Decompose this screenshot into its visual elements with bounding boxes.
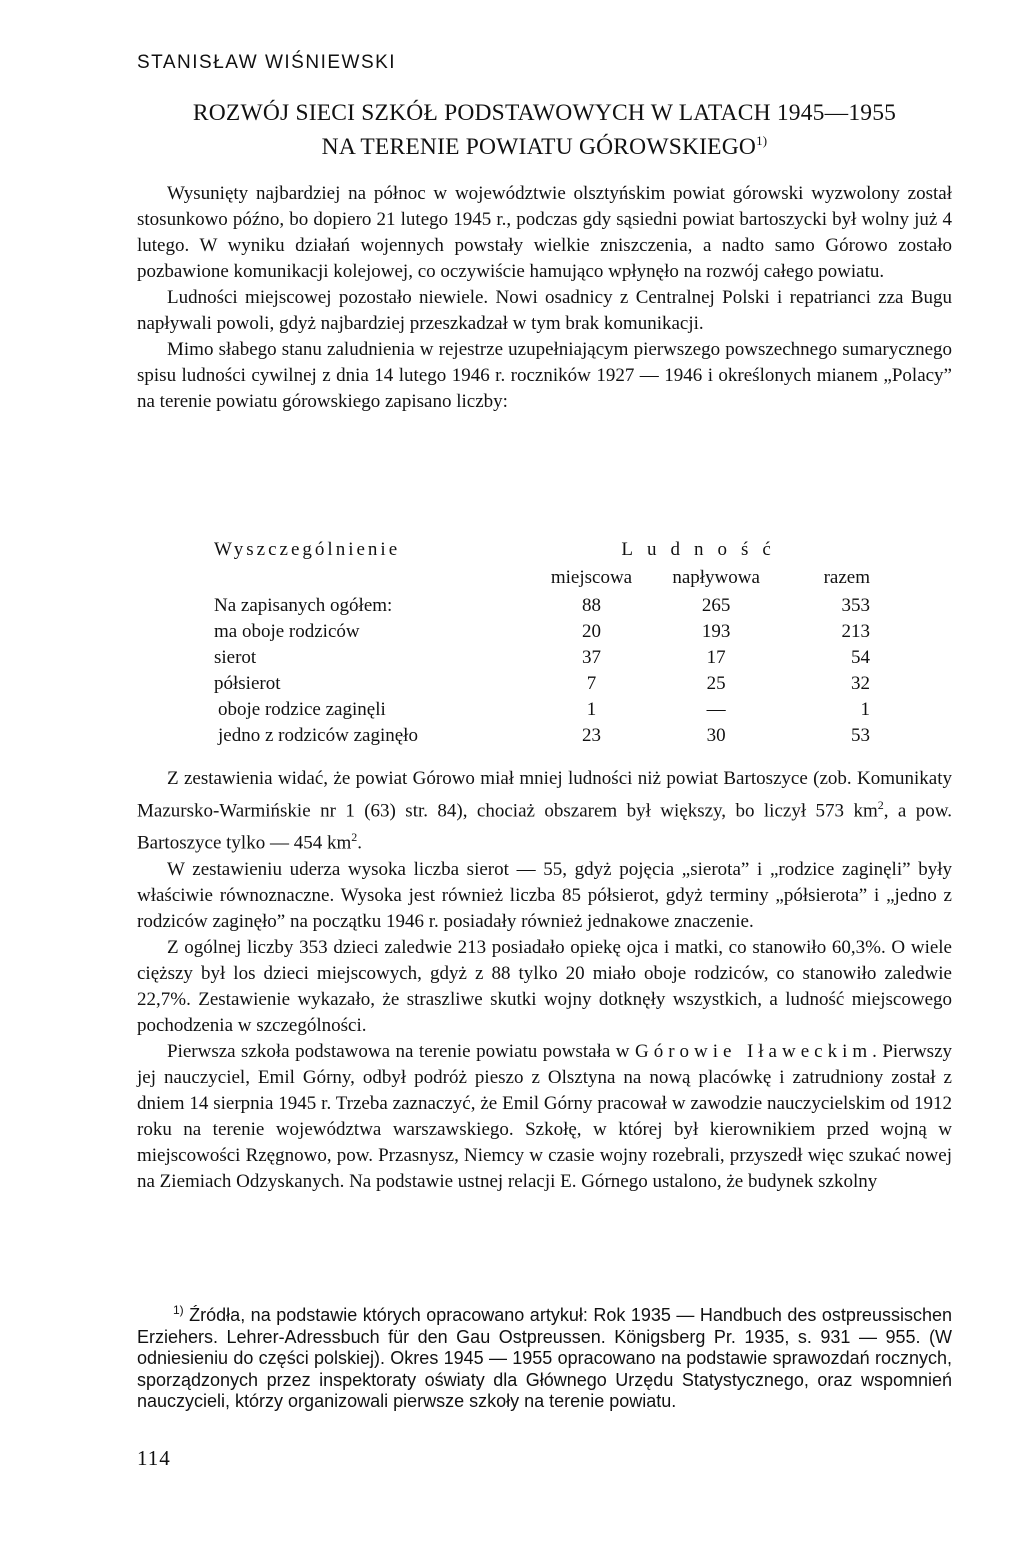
cell-incoming: 30 (706, 725, 726, 746)
column-header-incoming: napływowa (672, 567, 760, 588)
table-row (214, 593, 874, 619)
table-row (214, 697, 874, 723)
footnote-block (137, 1300, 952, 1413)
p7-part-b: . Pierwszy jej nauczyciel, Emil Górny, odbył podróż pieszo z Olsztyna na nową placówkę i zatrudniony został z dniem 14 sierpnia 1945 r. Trzeba zaznaczyć, że Emil Górny pracował w zawodzie nauczycielskim od 1912 roku na terenie województwa warszawskiego. Szkołę, w której był kierownikiem przed wojną w miejscowości Rzęgnowo, pow. Przasnysz, Niemcy w czasie wojny rozebrali, przyszedł więc szukać nowej na Ziemiach Odzyskanych. Na podstawie ustnej relacji E. Górnego ustalono, że budynek szkolny (137, 1040, 953, 1192)
cell-total: 53 (851, 725, 870, 746)
cell-local: 1 (586, 699, 597, 720)
paragraph-3: Mimo słabego stanu zaludnienia w rejestrze uzupełniającym pierwszego powszechnego sumarycznego spisu ludności cywilnej z dnia 14 lutego 1946 r. roczników 1927 — 1946 i określonych mianem „Polacy” na terenie powiatu górowskiego zapisano liczby: (137, 339, 952, 412)
cell-incoming: 193 (701, 621, 731, 642)
column-header-total: razem (823, 567, 870, 588)
cell-incoming: 265 (701, 595, 731, 616)
cell-local: 88 (582, 595, 601, 616)
author-name: STANISŁAW WIŚNIEWSKI (137, 52, 397, 73)
cell-total: 1 (860, 699, 870, 720)
footnote-1 (137, 1300, 952, 1413)
paragraph-2: Ludności miejscowej pozostało niewiele. Nowi osadnicy z Centralnej Polski i repatrianci zza Bugu napływali powoli, gdyż najbardziej przeszkadzał w tym brak komunikacji. (137, 287, 952, 334)
table-group-header: Ludność (621, 539, 785, 560)
article-title (137, 100, 952, 161)
cell-incoming: — (706, 699, 726, 720)
column-header-local: miejscowa (550, 567, 633, 588)
row-label: ma oboje rodziców (214, 621, 360, 642)
title-footnote-marker: 1) (756, 133, 768, 148)
p7-part-a: Pierwsza szkoła podstawowa na terenie powiatu powstała w (167, 1040, 635, 1062)
paragraph-1: Wysunięty najbardziej na północ w województwie olsztyńskim powiat górowski wyzwolony został stosunkowo późno, bo dopiero 21 lutego 1945 r., podczas gdy sąsiedni powiat bartoszycki był wolny już 4 lutego. W wyniku działań wojennych powstały wielkie zniszczenia, a nadto samo Górowo zostało pozbawione komunikacji kolejowej, co oczywiście hamująco wpłynęło na rozwój całego powiatu. (137, 183, 952, 282)
row-label: jedno z rodziców zaginęło (218, 725, 418, 746)
title-line-2 (137, 127, 952, 161)
footnote-marker: 1) (173, 1303, 184, 1317)
p4-sup-2: 2 (351, 830, 358, 845)
row-label: sierot (214, 647, 257, 668)
row-label: półsierot (214, 673, 281, 694)
cell-local: 23 (582, 725, 601, 746)
table-subheader-row (214, 563, 874, 593)
paragraph-6: Z ogólnej liczby 353 dzieci zaledwie 213 posiadało opiekę ojca i matki, co stanowiło 60,3%. O wiele cięższy był los dzieci miejscowych, gdyż z 88 tylko 20 miało oboje rodziców, co stanowiło zaledwie 22,7%. Zestawienie wykazało, że straszliwe skutki wojny dotknęły wszystkich, a ludność miejscowego pochodzenia w szczególności. (137, 936, 952, 1036)
table-label-header: Wyszczególnienie (214, 539, 401, 560)
table-row (214, 645, 874, 671)
cell-total: 213 (841, 621, 870, 642)
row-label: Na zapisanych ogółem: (214, 595, 393, 616)
cell-local: 20 (582, 621, 601, 642)
table-row (214, 619, 874, 645)
title-line-1: ROZWÓJ SIECI SZKÓŁ PODSTAWOWYCH W LATACH 1945—1955 (192, 100, 897, 126)
cell-incoming: 25 (706, 673, 726, 694)
p7-spaced-place: Górowie Iławeckim (634, 1040, 873, 1062)
population-table (214, 537, 874, 749)
cell-total: 32 (851, 673, 870, 694)
cell-local: 7 (586, 673, 597, 694)
p4-part-b: , a pow. Bartoszyce tylko — 454 km (137, 800, 952, 854)
p4-part-a: Z zestawienia widać, że powiat Górowo miał mniej ludności niż powiat Bartoszyce (zob. Komunikaty Mazursko-Warmińskie nr 1 (63) str. 84), chociaż obszarem był większy, bo liczył 573 km (137, 768, 952, 822)
cell-incoming: 17 (706, 647, 726, 668)
intro-text (137, 181, 952, 415)
paragraph-7 (137, 1039, 952, 1195)
cell-total: 353 (841, 595, 870, 616)
p4-part-c: . (357, 832, 362, 854)
row-label: oboje rodzice zaginęli (218, 699, 386, 720)
cell-local: 37 (582, 647, 601, 668)
table-header-row (214, 537, 874, 563)
title-line-2-text: NA TERENIE POWIATU GÓROWSKIEGO (321, 133, 757, 160)
main-text (137, 766, 952, 1195)
footnote-text: Źródła, na podstawie których opracowano artykuł: Rok 1935 — Handbuch des ostpreussischen Erziehers. Lehrer-Adressbuch für den Gau Ostpreussen. Königsberg Pr. 1935, s. 931 — 955. (W odniesieniu do części polskiej). Okres 1945 — 1955 opracowano na podstawie sprawozdań rocznych, sporządzonych przez inspektoraty oświaty dla Głównego Urzędu Statystycznego, oraz wspomnień nauczycieli, którzy organizowali pierwsze szkoły na terenie powiatu. (137, 1305, 952, 1411)
p4-sup-1: 2 (877, 798, 884, 812)
paragraph-5: W zestawieniu uderza wysoka liczba sierot — 55, gdyż pojęcia „sierota” i „rodzice zaginęli” były właściwie równoznaczne. Wysoka jest również liczba 85 półsierot, gdyż terminy „półsierota” i „jedno z rodziców zaginęło” na początku 1946 r. posiadały również jednakowe znaczenie. (137, 858, 952, 932)
table-row (214, 671, 874, 697)
cell-total: 54 (851, 647, 870, 668)
page-number: 114 (137, 1446, 171, 1470)
paragraph-4 (137, 766, 952, 857)
table-row (214, 723, 874, 749)
